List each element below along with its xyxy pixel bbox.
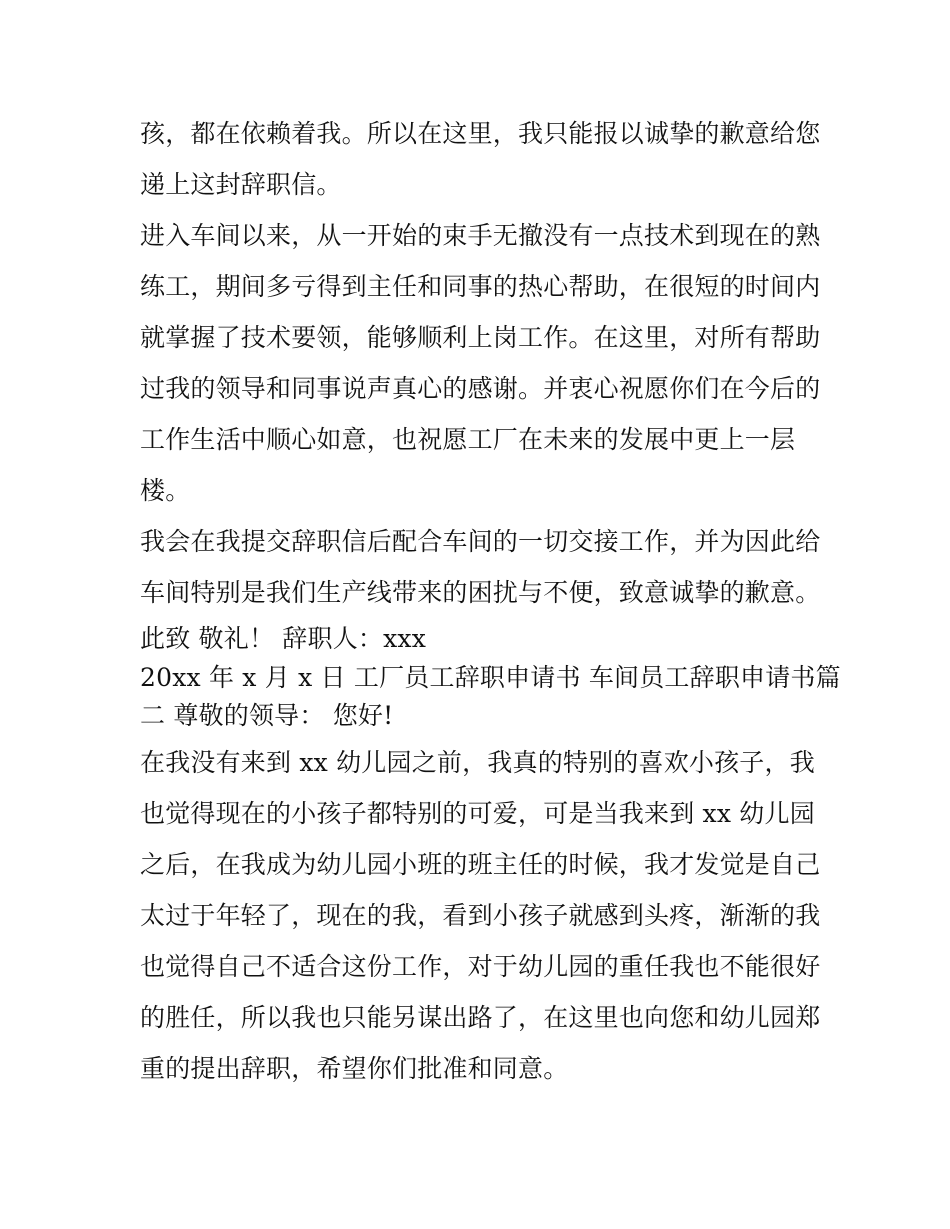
salutation-line: 二 尊敬的领导： 您好! (140, 701, 394, 730)
text-line: 也觉得自己不适合这份工作，对于幼儿园的重任我也不能很好 (140, 952, 821, 981)
text-line: 工作生活中顺心如意，也祝愿工厂在未来的发展中更上一层 (140, 425, 796, 454)
text-line: 孩，都在依赖着我。所以在这里，我只能报以诚挚的歉意给您 (140, 119, 821, 148)
text-line: 之后，在我成为幼儿园小班的班主任的时候，我才发觉是自己 (140, 850, 821, 879)
text-line: 太过于年轻了，现在的我，看到小孩子就感到头疼，渐渐的我 (140, 901, 821, 930)
text-line: 重的提出辞职，希望你们批准和同意。 (140, 1054, 569, 1083)
text-line: 也觉得现在的小孩子都特别的可爱，可是当我来到 xx 幼儿园 (140, 799, 815, 828)
text-line: 在我没有来到 xx 幼儿园之前，我真的特别的喜欢小孩子，我 (140, 748, 815, 777)
text-line: 车间特别是我们生产线带来的困扰与不便，致意诚挚的歉意。 (140, 578, 821, 607)
text-line: 我会在我提交辞职信后配合车间的一切交接工作，并为因此给 (140, 527, 821, 556)
closing-line: 此致 敬礼！ 辞职人：xxx (140, 624, 426, 653)
text-line: 楼。 (140, 476, 191, 505)
document-body (140, 108, 841, 1094)
text-line: 就掌握了技术要领，能够顺利上岗工作。在这里，对所有帮助 (140, 323, 821, 352)
date-title-line: 20xx 年 x 月 x 日 工厂员工辞职申请书 车间员工辞职申请书篇 (140, 663, 841, 692)
text-line: 进入车间以来，从一开始的束手无撤没有一点技术到现在的熟 (140, 221, 821, 250)
text-line: 过我的领导和同事说声真心的感谢。并衷心祝愿你们在今后的 (140, 374, 821, 403)
text-line: 练工，期间多亏得到主任和同事的热心帮助，在很短的时间内 (140, 272, 821, 301)
text-line: 的胜任，所以我也只能另谋出路了，在这里也向您和幼儿园郑 (140, 1003, 821, 1032)
text-line: 递上这封辞职信。 (140, 170, 342, 199)
